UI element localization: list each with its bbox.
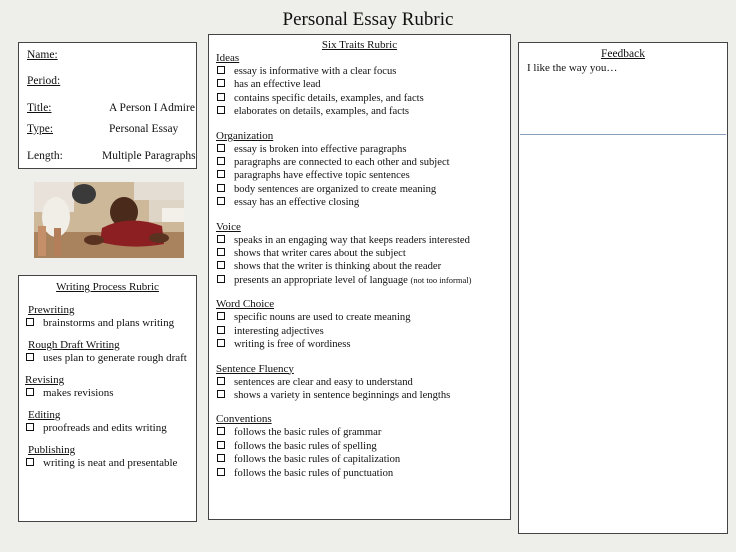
assignment-info-box	[18, 42, 197, 169]
trait-item-text: specific nouns are used to create meaning	[234, 312, 411, 324]
checkbox-icon[interactable]	[217, 184, 225, 192]
wp-item-text: writing is neat and presentable	[43, 457, 178, 469]
trait-item-text: essay has an effective closing	[234, 197, 360, 209]
trait-item-text: writing is free of wordiness	[234, 339, 351, 351]
trait-item-text: shows that the writer is thinking about the reader	[234, 261, 442, 273]
trait-item	[216, 234, 503, 247]
checkbox-icon[interactable]	[217, 468, 225, 476]
checkbox-icon[interactable]	[26, 353, 34, 361]
checkbox-icon[interactable]	[26, 318, 34, 326]
trait-item	[216, 274, 503, 287]
wp-checklist-item	[25, 457, 190, 470]
trait-item	[216, 311, 503, 324]
wp-checklist-item	[25, 422, 190, 435]
trait-item	[216, 65, 503, 78]
student-photo-illustration	[34, 182, 184, 258]
title-label: Title:	[27, 102, 52, 114]
checkbox-icon[interactable]	[217, 157, 225, 165]
trait-item	[216, 105, 503, 118]
wp-item-text: makes revisions	[43, 387, 114, 399]
trait-title: Conventions	[216, 413, 272, 426]
trait-item-text: interesting adjectives	[234, 325, 324, 337]
wp-section-title: Revising	[25, 374, 65, 386]
type-value: Personal Essay	[109, 123, 179, 135]
trait-section-ideas	[216, 52, 503, 119]
trait-item-text: essay is informative with a clear focus	[234, 66, 397, 77]
feedback-box[interactable]	[518, 42, 728, 534]
trait-item	[216, 440, 503, 453]
length-value: Multiple Paragraphs	[102, 150, 196, 162]
wp-item-text: uses plan to generate rough draft	[43, 352, 187, 364]
checkbox-icon[interactable]	[217, 248, 225, 256]
checkbox-icon[interactable]	[26, 423, 34, 431]
trait-item	[216, 453, 503, 466]
type-label: Type:	[27, 123, 54, 135]
trait-item-text: follows the basic rules of capitalization	[234, 454, 401, 466]
wp-section-publishing	[25, 444, 190, 470]
checkbox-icon[interactable]	[217, 326, 225, 334]
trait-item-text: speaks in an engaging way that keeps readers interested	[234, 234, 470, 246]
wp-section-title: Prewriting	[28, 304, 75, 316]
trait-item-text: body sentences are organized to create meaning	[234, 183, 437, 195]
wp-checklist-item	[25, 352, 190, 365]
checkbox-icon[interactable]	[217, 377, 225, 385]
trait-title: Voice	[216, 220, 241, 233]
checkbox-icon[interactable]	[217, 339, 225, 347]
trait-section-organization	[216, 130, 503, 210]
trait-item-text: shows a variety in sentence beginnings and lengths	[234, 389, 451, 401]
trait-item-note: (not too informal)	[410, 274, 472, 285]
checkbox-icon[interactable]	[26, 458, 34, 466]
six-traits-heading: Six Traits Rubric	[321, 39, 398, 51]
wp-item-text: brainstorms and plans writing	[43, 317, 175, 329]
trait-item-text: has an effective lead	[234, 79, 321, 91]
trait-item-text: shows that writer cares about the subject	[234, 248, 406, 260]
checkbox-icon[interactable]	[26, 388, 34, 396]
trait-item-text: follows the basic rules of punctuation	[234, 467, 394, 479]
trait-item	[216, 338, 503, 351]
wp-section-editing	[25, 409, 190, 435]
feedback-text[interactable]: I like the way you…	[527, 62, 618, 74]
checkbox-icon[interactable]	[217, 454, 225, 462]
trait-item-text: follows the basic rules of grammar	[234, 427, 382, 439]
trait-item	[216, 247, 503, 260]
title-row	[27, 102, 195, 114]
trait-title: Sentence Fluency	[216, 362, 294, 375]
feedback-divider	[520, 134, 726, 135]
trait-item-text: presents an appropriate level of language	[234, 274, 408, 286]
trait-item	[216, 78, 503, 91]
trait-item	[216, 260, 503, 273]
trait-title: Word Choice	[216, 298, 275, 311]
writing-process-rubric	[18, 275, 197, 522]
trait-title: Ideas	[216, 52, 240, 64]
checkbox-icon[interactable]	[217, 427, 225, 435]
length-label: Length:	[27, 150, 63, 162]
checkbox-icon[interactable]	[217, 390, 225, 398]
trait-section-voice	[216, 221, 503, 288]
checkbox-icon[interactable]	[217, 66, 225, 74]
trait-item	[216, 143, 503, 156]
period-label: Period:	[27, 75, 61, 87]
wp-section-revising	[25, 374, 190, 400]
title-value: A Person I Admire	[109, 102, 195, 114]
trait-item	[216, 156, 503, 169]
type-row	[27, 123, 190, 135]
wp-section-title: Editing	[28, 409, 61, 421]
trait-item-text: elaborates on details, examples, and facts	[234, 106, 410, 118]
wp-section-prewriting	[25, 304, 190, 330]
writing-process-heading: Writing Process Rubric	[56, 281, 159, 293]
trait-item-text: contains specific details, examples, and facts	[234, 92, 424, 104]
trait-item	[216, 169, 503, 182]
trait-item	[216, 92, 503, 105]
trait-section-sentence-fluency	[216, 363, 503, 403]
name-label: Name:	[27, 49, 58, 61]
wp-checklist-item	[25, 317, 190, 330]
trait-item-text: paragraphs are connected to each other and subject	[234, 157, 450, 169]
feedback-heading: Feedback	[600, 48, 646, 60]
checkbox-icon[interactable]	[217, 93, 225, 101]
length-row	[27, 150, 196, 162]
wp-section-rough-draft	[25, 339, 190, 365]
trait-item-text: sentences are clear and easy to understand	[234, 376, 413, 388]
trait-item	[216, 196, 503, 209]
checkbox-icon[interactable]	[217, 441, 225, 449]
wp-item-text: proofreads and edits writing	[43, 422, 167, 434]
six-traits-rubric	[208, 34, 511, 520]
trait-title: Organization	[216, 129, 274, 142]
trait-item	[216, 376, 503, 389]
checkbox-icon[interactable]	[217, 275, 225, 283]
checkbox-icon[interactable]	[217, 106, 225, 114]
trait-section-word-choice	[216, 298, 503, 351]
trait-item	[216, 325, 503, 338]
period-row	[27, 75, 190, 87]
checkbox-icon[interactable]	[217, 197, 225, 205]
wp-checklist-item	[25, 387, 190, 400]
trait-section-conventions	[216, 413, 503, 480]
checkbox-icon[interactable]	[217, 235, 225, 243]
page-title: Personal Essay Rubric	[282, 9, 454, 30]
trait-item-text: follows the basic rules of spelling	[234, 440, 377, 452]
checkbox-icon[interactable]	[217, 312, 225, 320]
trait-item	[216, 426, 503, 439]
student-photo	[34, 182, 184, 258]
checkbox-icon[interactable]	[217, 79, 225, 87]
trait-item	[216, 183, 503, 196]
checkbox-icon[interactable]	[217, 261, 225, 269]
checkbox-icon[interactable]	[217, 170, 225, 178]
wp-section-title: Rough Draft Writing	[28, 339, 120, 351]
trait-item	[216, 467, 503, 480]
trait-item	[216, 389, 503, 402]
checkbox-icon[interactable]	[217, 144, 225, 152]
wp-section-title: Publishing	[28, 444, 76, 456]
name-row	[27, 49, 190, 61]
trait-item-text: paragraphs have effective topic sentences	[234, 170, 410, 182]
trait-item-text: essay is broken into effective paragraphs	[234, 143, 407, 155]
